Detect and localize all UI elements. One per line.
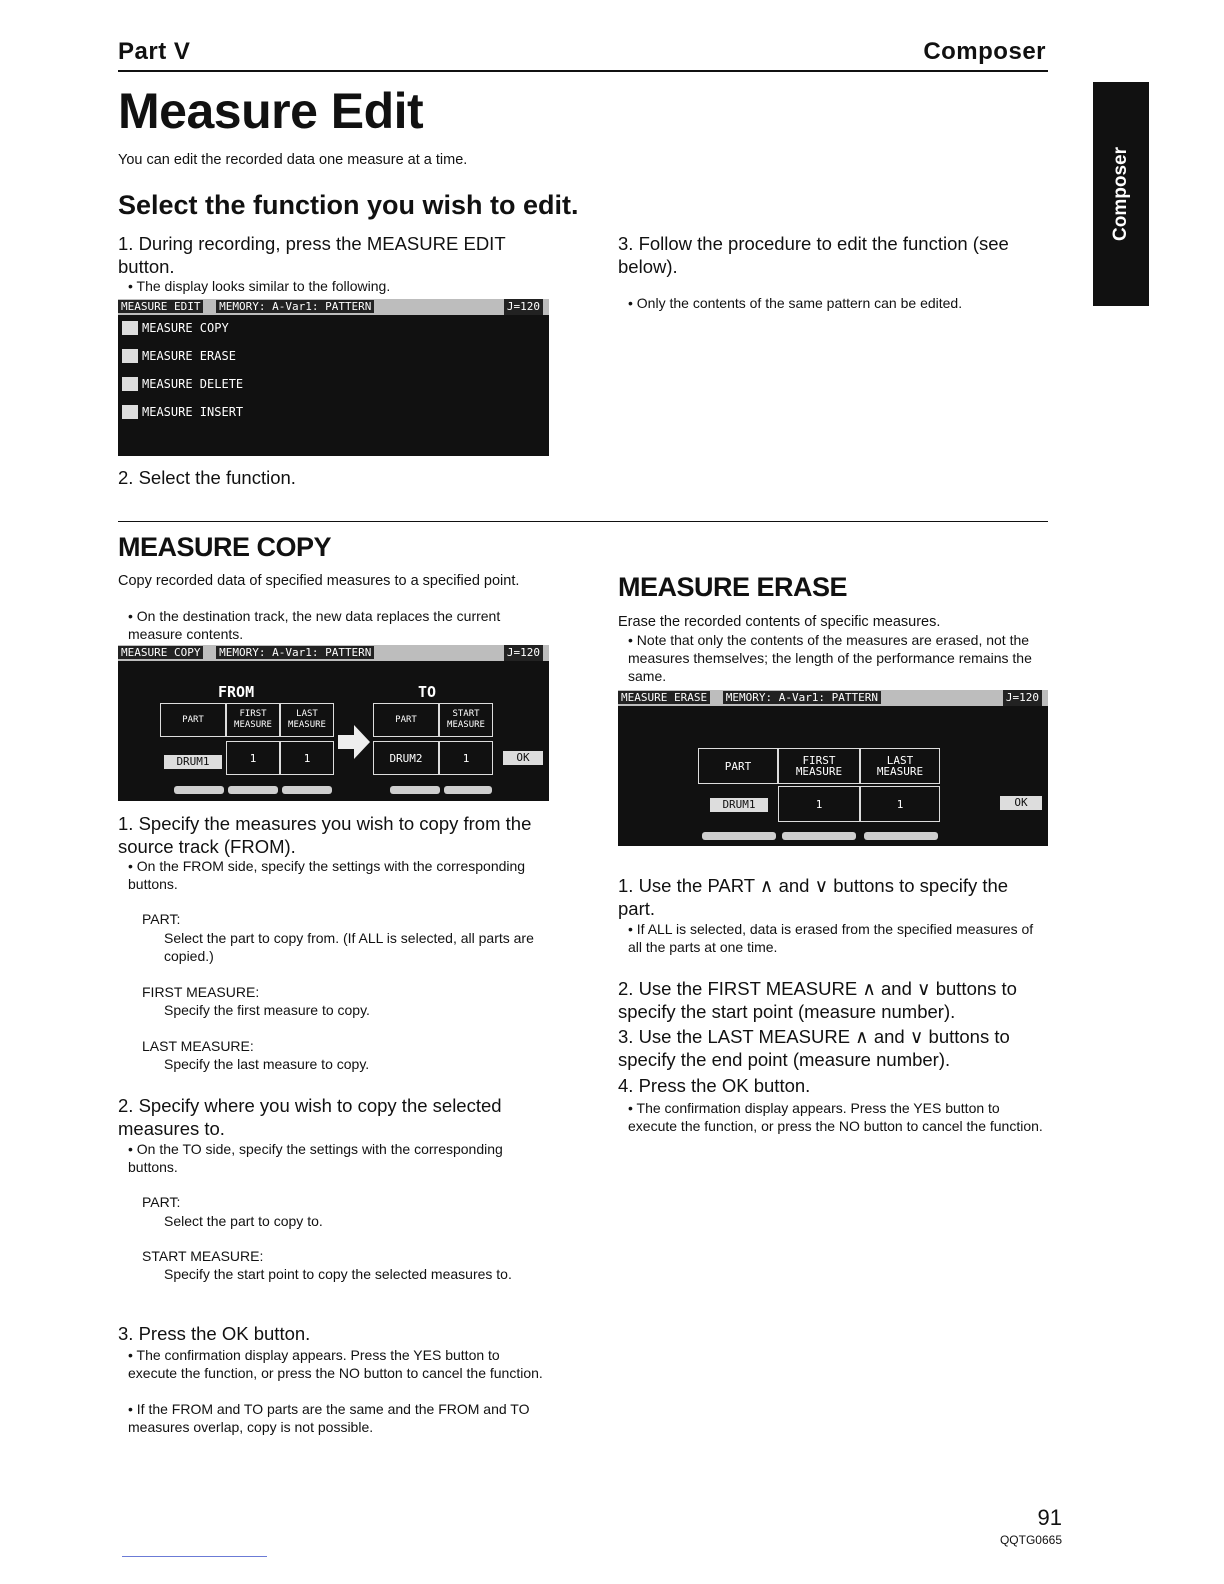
erase-part-updown[interactable]	[702, 832, 776, 840]
bar-tempo: J=120	[504, 645, 543, 661]
copy-start-desc: Specify the start point to copy the selected measures to.	[164, 1266, 512, 1282]
delete-icon	[122, 377, 138, 391]
erase-first-updown[interactable]	[782, 832, 856, 840]
to-label: TO	[418, 683, 437, 701]
from-last-header: LAST MEASURE	[280, 703, 334, 737]
erase-first-value[interactable]: 1	[778, 786, 860, 822]
bar-memory: MEMORY: A-Var1: PATTERN	[723, 691, 881, 704]
page-title: Measure Edit	[118, 83, 424, 139]
section-rule	[118, 521, 1048, 522]
menu-measure-insert[interactable]	[122, 405, 243, 419]
ok-button[interactable]: OK	[1000, 796, 1042, 810]
bar-memory: MEMORY: A-Var1: PATTERN	[216, 300, 374, 313]
copy-step2: 2. Specify where you wish to copy the selected measures to.	[118, 1095, 502, 1139]
select-heading: Select the function you wish to edit.	[118, 190, 579, 220]
erase-step4: 4. Press the OK button.	[618, 1075, 811, 1096]
erase-step4-note: • The confirmation display appears. Press the YES button to execute the function, or press the NO button to cancel the function.	[628, 1100, 1043, 1134]
erase-first-header: FIRST MEASURE	[778, 748, 860, 784]
to-start-value[interactable]: 1	[439, 741, 493, 775]
copy-first-desc: Specify the first measure to copy.	[164, 1002, 370, 1018]
header-section: Composer	[923, 38, 1046, 65]
erase-last-header: LAST MEASURE	[860, 748, 940, 784]
header-rule	[118, 70, 1048, 72]
measure-copy-display	[118, 645, 549, 801]
bar-label: MEASURE ERASE	[618, 691, 710, 704]
copy-first-title: FIRST MEASURE:	[142, 984, 260, 1000]
erase-part-value[interactable]: DRUM1	[710, 798, 768, 812]
select-step3: 3. Follow the procedure to edit the function (see below).	[618, 233, 1009, 277]
bar-label: MEASURE EDIT	[118, 300, 203, 313]
erase-desc: Erase the recorded contents of specific measures.	[618, 614, 941, 630]
measure-edit-display	[118, 299, 549, 456]
from-part-value[interactable]: DRUM1	[164, 755, 222, 769]
display-title-bar	[118, 645, 549, 661]
copy-step3-note2: • If the FROM and TO parts are the same and the FROM and TO measures overlap, copy is not possible.	[128, 1401, 530, 1435]
copy-start-title: START MEASURE:	[142, 1248, 264, 1264]
select-step2: 2. Select the function.	[118, 467, 296, 488]
menu-label: MEASURE DELETE	[142, 377, 244, 391]
insert-icon	[122, 405, 138, 419]
erase-last-updown[interactable]	[864, 832, 938, 840]
bar-label: MEASURE COPY	[118, 646, 203, 659]
from-part-updown[interactable]	[174, 786, 224, 794]
menu-label: MEASURE INSERT	[142, 405, 244, 419]
menu-label: MEASURE COPY	[142, 321, 229, 335]
display-title-bar	[618, 690, 1048, 706]
header-part: Part V	[118, 38, 191, 65]
copy-note: • On the destination track, the new data replaces the current measure contents.	[128, 608, 501, 642]
from-first-updown[interactable]	[228, 786, 278, 794]
select-step1-note: • The display looks similar to the following.	[128, 278, 391, 294]
menu-measure-delete[interactable]	[122, 377, 243, 391]
side-tab-label: Composer	[1110, 147, 1131, 241]
copy-last-desc: Specify the last measure to copy.	[164, 1056, 370, 1072]
erase-part-header: PART	[698, 748, 778, 784]
ok-button[interactable]: OK	[503, 751, 543, 765]
from-last-value[interactable]: 1	[280, 741, 334, 775]
copy-desc: Copy recorded data of specified measures to a specified point.	[118, 573, 520, 589]
bar-memory: MEMORY: A-Var1: PATTERN	[216, 646, 374, 659]
select-step1: 1. During recording, press the MEASURE EDIT button.	[118, 233, 506, 277]
arrow-right-icon	[336, 723, 372, 761]
footer-line	[122, 1556, 267, 1557]
from-first-value[interactable]: 1	[226, 741, 280, 775]
erase-heading: MEASURE ERASE	[618, 572, 848, 602]
copy-last-title: LAST MEASURE:	[142, 1038, 254, 1054]
to-part-header: PART	[373, 703, 439, 737]
intro-text: You can edit the recorded data one measure at a time.	[118, 152, 468, 168]
menu-measure-copy[interactable]	[122, 321, 229, 335]
copy-step2-note: • On the TO side, specify the settings with the corresponding buttons.	[128, 1141, 503, 1175]
from-label: FROM	[218, 683, 255, 701]
copy-part1-title: PART:	[142, 911, 181, 927]
copy-step3: 3. Press the OK button.	[118, 1323, 311, 1344]
erase-note: • Note that only the contents of the measures are erased, not the measures themselves; the length of the performance remains the same.	[628, 632, 1032, 684]
from-last-updown[interactable]	[282, 786, 332, 794]
side-tab	[1093, 82, 1149, 306]
to-start-updown[interactable]	[444, 786, 492, 794]
copy-step1-note: • On the FROM side, specify the settings with the corresponding buttons.	[128, 858, 526, 892]
bar-tempo: J=120	[1003, 690, 1042, 706]
page-number: 91	[1037, 1505, 1062, 1530]
erase-last-value[interactable]: 1	[860, 786, 940, 822]
erase-icon	[122, 349, 138, 363]
erase-step1-note: • If ALL is selected, data is erased from the specified measures of all the parts at one time.	[628, 921, 1034, 955]
copy-icon	[122, 321, 138, 335]
to-start-header: START MEASURE	[439, 703, 493, 737]
copy-part2-desc: Select the part to copy to.	[164, 1213, 323, 1229]
to-part-value[interactable]: DRUM2	[373, 741, 439, 775]
copy-part1-desc: Select the part to copy from. (If ALL is selected, all parts are copied.)	[164, 930, 534, 964]
copy-part2-title: PART:	[142, 1194, 181, 1210]
doc-code: QQTG0665	[999, 1533, 1062, 1547]
menu-label: MEASURE ERASE	[142, 349, 236, 363]
menu-measure-erase[interactable]	[122, 349, 236, 363]
copy-step3-note1: • The confirmation display appears. Press the YES button to execute the function, or press the NO button to cancel the function.	[128, 1347, 543, 1381]
measure-erase-display	[618, 690, 1048, 846]
copy-step1: 1. Specify the measures you wish to copy from the source track (FROM).	[118, 813, 532, 857]
bar-tempo: J=120	[504, 299, 543, 315]
to-part-updown[interactable]	[390, 786, 440, 794]
erase-step1: 1. Use the PART ∧ and ∨ buttons to specify the part.	[618, 875, 1009, 919]
from-first-header: FIRST MEASURE	[226, 703, 280, 737]
copy-heading: MEASURE COPY	[118, 532, 332, 562]
from-part-header: PART	[160, 703, 226, 737]
erase-step2: 2. Use the FIRST MEASURE ∧ and ∨ buttons to specify the start point (measure number).	[618, 978, 1017, 1022]
erase-step3: 3. Use the LAST MEASURE ∧ and ∨ buttons to specify the end point (measure number).	[618, 1026, 1010, 1070]
display-title-bar	[118, 299, 549, 315]
select-step3-note: • Only the contents of the same pattern can be edited.	[628, 295, 963, 311]
